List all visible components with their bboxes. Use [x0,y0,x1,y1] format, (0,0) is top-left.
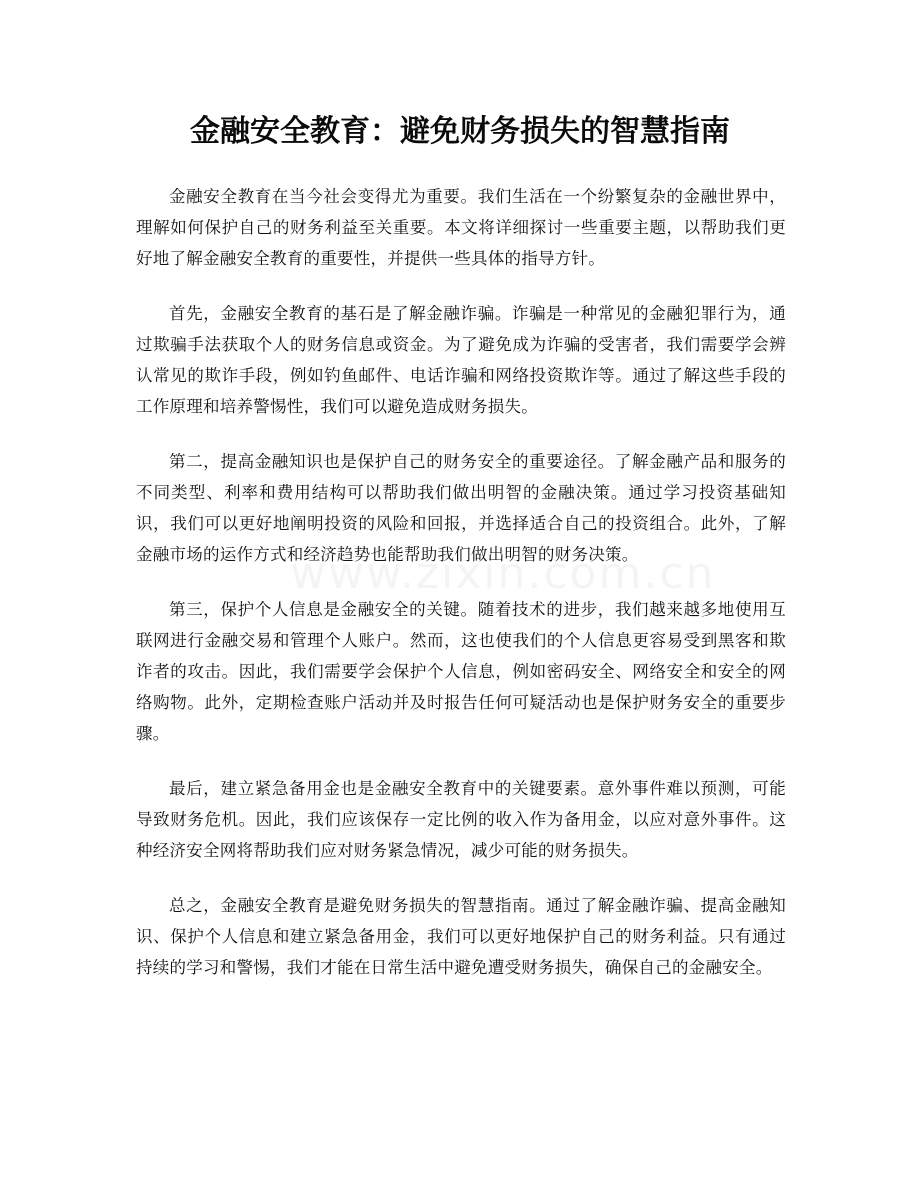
paragraph-knowledge: 第二，提高金融知识也是保护自己的财务安全的重要途径。了解金融产品和服务的不同类型、利率和费用结构可以帮助我们做出明智的金融决策。通过学习投资基础知识，我们可以更好地阐明投资的风险和回报，并选择适合自己的投资组合。此外，了解金融市场的运作方式和经济趋势也能帮助我们做出明智的财务决策。 [136,452,786,564]
paragraph-conclusion: 总之，金融安全教育是避免财务损失的智慧指南。通过了解金融诈骗、提高金融知识、保护个人信息和建立紧急备用金，我们可以更好地保护自己的财务利益。只有通过持续的学习和警惕，我们才能在日常生活中避免遭受财务损失，确保自己的金融安全。 [136,896,786,977]
paragraph-personal-info: 第三，保护个人信息是金融安全的关键。随着技术的进步，我们越来越多地使用互联网进行金融交易和管理个人账户。然而，这也使我们的个人信息更容易受到黑客和欺诈者的攻击。因此，我们需要学会保护个人信息，例如密码安全、网络安全和安全的网络购物。此外，定期检查账户活动并及时报告任何可疑活动也是保护财务安全的重要步骤。 [136,600,786,743]
page-title: 金融安全教育：避免财务损失的智慧指南 [190,114,730,149]
paragraph-intro: 金融安全教育在当今社会变得尤为重要。我们生活在一个纷繁复杂的金融世界中，理解如何保护自己的财务利益至关重要。本文将详细探讨一些重要主题，以帮助我们更好地了解金融安全教育的重要性，并提供一些具体的指导方针。 [136,187,786,268]
document-body [136,181,786,1007]
paragraph-fraud: 首先，金融安全教育的基石是了解金融诈骗。诈骗是一种常见的金融犯罪行为，通过欺骗手法获取个人的财务信息或资金。为了避免成为诈骗的受害者，我们需要学会辨认常见的欺诈手段，例如钓鱼邮件、电话诈骗和网络投资欺诈等。通过了解这些手段的工作原理和培养警惕性，我们可以避免造成财务损失。 [136,304,786,416]
paragraph-emergency-fund: 最后，建立紧急备用金也是金融安全教育中的关键要素。意外事件难以预测，可能导致财务危机。因此，我们应该保存一定比例的收入作为备用金，以应对意外事件。这种经济安全网将帮助我们应对财务紧急情况，减少可能的财务损失。 [136,779,786,860]
